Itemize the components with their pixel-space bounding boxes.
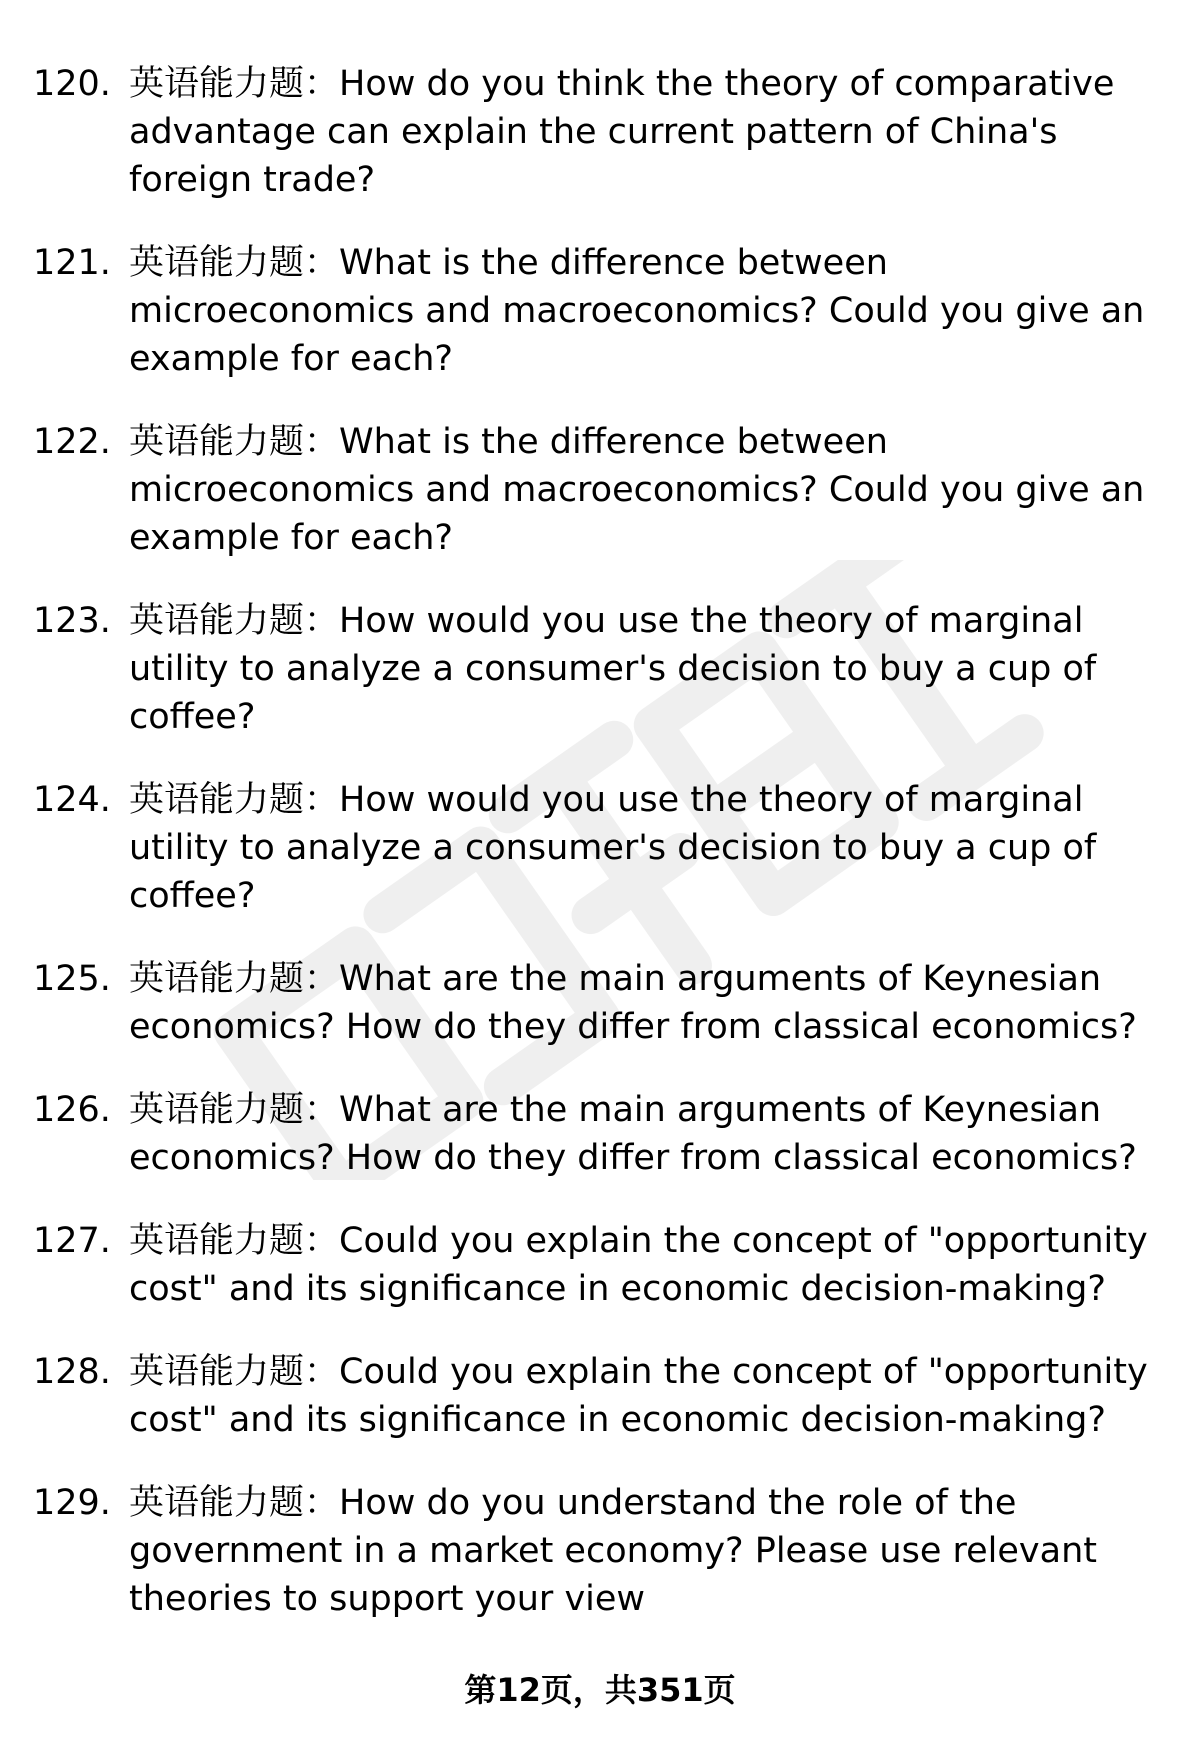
question-number: 128. — [33, 1352, 111, 1392]
question-tag: 英语能力题： — [129, 601, 340, 641]
question-tag: 英语能力题： — [129, 959, 340, 999]
question-tag: 英语能力题： — [129, 64, 340, 104]
list-item — [33, 60, 1173, 204]
question-tag: 英语能力题： — [129, 1352, 340, 1392]
question-number: 126. — [33, 1090, 111, 1130]
question-number: 124. — [33, 780, 111, 820]
question-text: What are the main arguments of Keynesian economics? How do they differ from classical economics? — [129, 1090, 1137, 1178]
question-text: Could you explain the concept of "opportunity cost" and its significance in economic decision-making? — [129, 1352, 1148, 1440]
question-number: 120. — [33, 64, 111, 104]
question-tag: 英语能力题： — [129, 780, 340, 820]
question-number: 121. — [33, 243, 111, 283]
list-item — [33, 955, 1173, 1051]
list-item — [33, 239, 1173, 383]
question-text: Could you explain the concept of "opportunity cost" and its significance in economic decision-making? — [129, 1221, 1148, 1309]
question-text: How do you understand the role of the government in a market economy? Please use relevant theories to support your view — [129, 1483, 1097, 1619]
question-number: 122. — [33, 422, 111, 462]
list-item — [33, 1479, 1173, 1623]
list-item — [33, 1217, 1173, 1313]
question-text: What is the difference between microeconomics and macroeconomics? Could you give an example for each? — [129, 243, 1145, 379]
question-text: How do you think the theory of comparative advantage can explain the current pattern of China's foreign trade? — [129, 64, 1115, 200]
question-number: 129. — [33, 1483, 111, 1523]
question-text: What are the main arguments of Keynesian economics? How do they differ from classical economics? — [129, 959, 1137, 1047]
question-text: How would you use the theory of marginal utility to analyze a consumer's decision to buy a cup of coffee? — [129, 601, 1097, 737]
list-item — [33, 418, 1173, 562]
question-number: 125. — [33, 959, 111, 999]
list-item — [33, 1348, 1173, 1444]
question-tag: 英语能力题： — [129, 1483, 340, 1523]
page-number-footer: 第12页，共351页 — [464, 1671, 736, 1709]
question-list — [33, 60, 1173, 1658]
question-tag: 英语能力题： — [129, 1090, 340, 1130]
question-tag: 英语能力题： — [129, 243, 340, 283]
question-tag: 英语能力题： — [129, 1221, 340, 1261]
question-text: What is the difference between microeconomics and macroeconomics? Could you give an example for each? — [129, 422, 1145, 558]
list-item — [33, 597, 1173, 741]
question-number: 127. — [33, 1221, 111, 1261]
question-number: 123. — [33, 601, 111, 641]
list-item — [33, 776, 1173, 920]
list-item — [33, 1086, 1173, 1182]
question-text: How would you use the theory of marginal utility to analyze a consumer's decision to buy a cup of coffee? — [129, 780, 1097, 916]
question-tag: 英语能力题： — [129, 422, 340, 462]
